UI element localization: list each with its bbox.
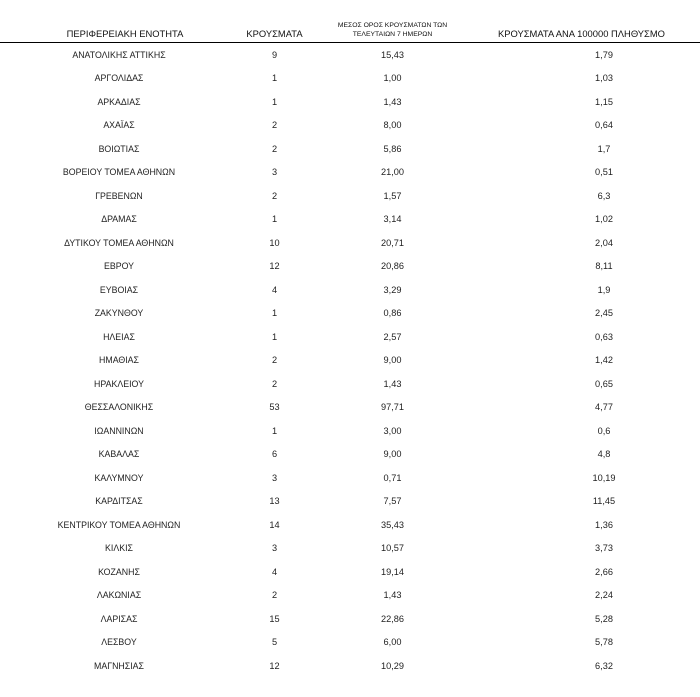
weekly-average-cell: 1,43 (383, 96, 402, 107)
table-row (0, 631, 700, 655)
cases-cell: 4 (271, 284, 278, 295)
weekly-average-cell: 1,43 (383, 590, 402, 601)
rate-per-100k-cell: 1,36 (595, 519, 613, 530)
weekly-average-cell: 10,57 (381, 543, 404, 554)
region-cell: ΑΡΚΑΔΙΑΣ (97, 96, 141, 107)
table-row (0, 513, 700, 537)
region-cell: ΗΛΕΙΑΣ (103, 331, 135, 342)
region-cell: ΜΑΓΝΗΣΙΑΣ (94, 660, 144, 671)
cases-cell: 2 (271, 143, 278, 154)
weekly-average-cell: 9,00 (383, 355, 402, 366)
rate-per-100k-cell: 2,45 (595, 308, 613, 319)
region-cell: ΑΧΑΪΑΣ (103, 120, 135, 131)
table-row (0, 584, 700, 608)
header-cases: ΚΡΟΥΣΜΑΤΑ (232, 14, 325, 43)
table-row (0, 302, 700, 326)
weekly-average-cell: 1,43 (383, 378, 402, 389)
weekly-average-cell: 20,71 (381, 237, 404, 248)
region-cell: ΒΟΡΕΙΟΥ ΤΟΜΕΑ ΑΘΗΝΩΝ (62, 167, 176, 178)
weekly-average-cell: 3,29 (383, 284, 402, 295)
rate-per-100k-cell: 4,8 (597, 449, 611, 460)
cases-cell: 1 (271, 425, 278, 436)
table-row (0, 654, 700, 678)
table-row (0, 231, 700, 255)
region-cell: ΚΑΒΑΛΑΣ (98, 449, 140, 460)
table-row (0, 67, 700, 91)
rate-per-100k-cell: 1,7 (597, 143, 611, 154)
header-row (0, 14, 700, 43)
weekly-average-cell: 1,00 (383, 73, 402, 84)
region-cell: ΛΑΡΙΣΑΣ (100, 613, 138, 624)
rate-per-100k-cell: 3,73 (595, 543, 613, 554)
region-cell: ΑΡΓΟΛΙΔΑΣ (94, 73, 144, 84)
table-row (0, 208, 700, 232)
region-cell: ΛΑΚΩΝΙΑΣ (96, 590, 142, 601)
weekly-average-cell: 6,00 (383, 637, 402, 648)
cases-cell: 13 (269, 496, 280, 507)
rate-per-100k-cell: 0,6 (597, 425, 611, 436)
rate-per-100k-cell: 1,03 (595, 73, 613, 84)
table-row (0, 466, 700, 490)
table-row (0, 161, 700, 185)
weekly-average-cell: 3,00 (383, 425, 402, 436)
table-header (0, 14, 700, 43)
weekly-average-cell: 1,57 (383, 190, 402, 201)
cases-cell: 2 (271, 355, 278, 366)
weekly-average-cell: 97,71 (381, 402, 404, 413)
rate-per-100k-cell: 0,51 (595, 167, 613, 178)
rate-per-100k-cell: 6,32 (595, 660, 613, 671)
table-row (0, 325, 700, 349)
table-row (0, 490, 700, 514)
cases-cell: 10 (269, 237, 280, 248)
header-weekly-average-line1: ΜΕΣΟΣ ΟΡΟΣ ΚΡΟΥΣΜΑΤΩΝ ΤΩΝ (337, 22, 448, 29)
region-cell: ΛΕΣΒΟΥ (101, 637, 137, 648)
cases-cell: 1 (271, 331, 278, 342)
weekly-average-cell: 15,43 (381, 49, 404, 60)
table-row (0, 443, 700, 467)
cases-cell: 4 (271, 566, 278, 577)
cases-cell: 5 (271, 637, 278, 648)
rate-per-100k-cell: 1,79 (595, 49, 613, 60)
cases-cell: 3 (271, 167, 278, 178)
table-row (0, 372, 700, 396)
cases-cell: 1 (271, 73, 278, 84)
table-row (0, 607, 700, 631)
cases-cell: 6 (271, 449, 278, 460)
table-row (0, 137, 700, 161)
weekly-average-cell: 9,00 (383, 449, 402, 460)
weekly-average-cell: 0,71 (383, 472, 402, 483)
region-cell: ΓΡΕΒΕΝΩΝ (95, 190, 143, 201)
table-row (0, 278, 700, 302)
table-row (0, 396, 700, 420)
cases-cell: 9 (271, 49, 278, 60)
table-row (0, 255, 700, 279)
weekly-average-cell: 21,00 (381, 167, 404, 178)
header-region: ΠΕΡΙΦΕΡΕΙΑΚΗ ΕΝΟΤΗΤΑ (0, 14, 232, 43)
cases-cell: 3 (271, 543, 278, 554)
region-cell: ΕΒΡΟΥ (103, 261, 135, 272)
table-row (0, 43, 700, 67)
table-body (0, 43, 700, 678)
cases-cell: 2 (271, 190, 278, 201)
rate-per-100k-cell: 4,77 (595, 402, 613, 413)
cases-cell: 15 (269, 613, 280, 624)
rate-per-100k-cell: 1,42 (595, 355, 613, 366)
table-row (0, 560, 700, 584)
table-row (0, 349, 700, 373)
regional-cases-table (0, 14, 700, 678)
header-weekly-average-line2: ΤΕΛΕΥΤΑΙΩΝ 7 ΗΜΕΡΩΝ (352, 31, 433, 38)
rate-per-100k-cell: 5,28 (595, 613, 613, 624)
weekly-average-cell: 22,86 (381, 613, 404, 624)
region-cell: ΖΑΚΥΝΘΟΥ (94, 308, 144, 319)
weekly-average-cell: 20,86 (381, 261, 404, 272)
cases-cell: 1 (271, 308, 278, 319)
weekly-average-cell: 35,43 (381, 519, 404, 530)
cases-cell: 1 (271, 214, 278, 225)
cases-cell: 12 (269, 660, 280, 671)
rate-per-100k-cell: 8,11 (595, 261, 613, 272)
rate-per-100k-cell: 11,45 (592, 496, 616, 507)
rate-per-100k-cell: 6,3 (597, 190, 611, 201)
rate-per-100k-cell: 0,65 (595, 378, 613, 389)
region-cell: ΔΥΤΙΚΟΥ ΤΟΜΕΑ ΑΘΗΝΩΝ (64, 237, 174, 248)
cases-cell: 12 (269, 261, 280, 272)
weekly-average-cell: 7,57 (383, 496, 402, 507)
table-row (0, 114, 700, 138)
rate-per-100k-cell: 1,02 (595, 214, 613, 225)
rate-per-100k-cell: 5,78 (595, 637, 613, 648)
weekly-average-cell: 19,14 (381, 566, 404, 577)
cases-cell: 2 (271, 378, 278, 389)
weekly-average-cell: 5,86 (383, 143, 402, 154)
region-cell: ΚΑΛΥΜΝΟΥ (94, 472, 144, 483)
weekly-average-cell: 10,29 (381, 660, 404, 671)
table-row (0, 537, 700, 561)
rate-per-100k-cell: 2,66 (595, 566, 613, 577)
weekly-average-cell: 8,00 (383, 120, 402, 131)
rate-per-100k-cell: 0,63 (595, 331, 613, 342)
weekly-average-cell: 3,14 (383, 214, 402, 225)
rate-per-100k-cell: 1,9 (597, 284, 611, 295)
region-cell: ΑΝΑΤΟΛΙΚΗΣ ΑΤΤΙΚΗΣ (72, 49, 166, 60)
cases-cell: 14 (269, 519, 280, 530)
cases-cell: 53 (269, 402, 280, 413)
cases-cell: 2 (271, 590, 278, 601)
region-cell: ΚΕΝΤΡΙΚΟΥ ΤΟΜΕΑ ΑΘΗΝΩΝ (57, 519, 181, 530)
table-row (0, 184, 700, 208)
rate-per-100k-cell: 0,64 (595, 120, 613, 131)
region-cell: ΒΟΙΩΤΙΑΣ (98, 143, 140, 154)
cases-cell: 3 (271, 472, 278, 483)
rate-per-100k-cell: 2,24 (595, 590, 613, 601)
rate-per-100k-cell: 10,19 (592, 472, 616, 483)
region-cell: ΙΩΑΝΝΙΝΩΝ (94, 425, 144, 436)
cases-cell: 1 (271, 96, 278, 107)
weekly-average-cell: 2,57 (383, 331, 402, 342)
region-cell: ΕΥΒΟΙΑΣ (99, 284, 139, 295)
region-cell: ΚΙΛΚΙΣ (105, 543, 133, 554)
rate-per-100k-cell: 1,15 (595, 96, 613, 107)
region-cell: ΗΜΑΘΙΑΣ (99, 355, 139, 366)
region-cell: ΗΡΑΚΛΕΙΟΥ (94, 378, 144, 389)
rate-per-100k-cell: 2,04 (595, 237, 613, 248)
table-row (0, 90, 700, 114)
header-rate-per-100k: ΚΡΟΥΣΜΑΤΑ ΑΝΑ 100000 ΠΛΗΘΥΣΜΟ (480, 14, 700, 43)
header-weekly-average (325, 14, 480, 43)
table-row (0, 419, 700, 443)
weekly-average-cell: 0,86 (383, 308, 402, 319)
region-cell: ΚΑΡΔΙΤΣΑΣ (95, 496, 143, 507)
region-cell: ΔΡΑΜΑΣ (101, 214, 137, 225)
region-cell: ΚΟΖΑΝΗΣ (98, 566, 140, 577)
region-cell: ΘΕΣΣΑΛΟΝΙΚΗΣ (84, 402, 154, 413)
cases-cell: 2 (271, 120, 278, 131)
